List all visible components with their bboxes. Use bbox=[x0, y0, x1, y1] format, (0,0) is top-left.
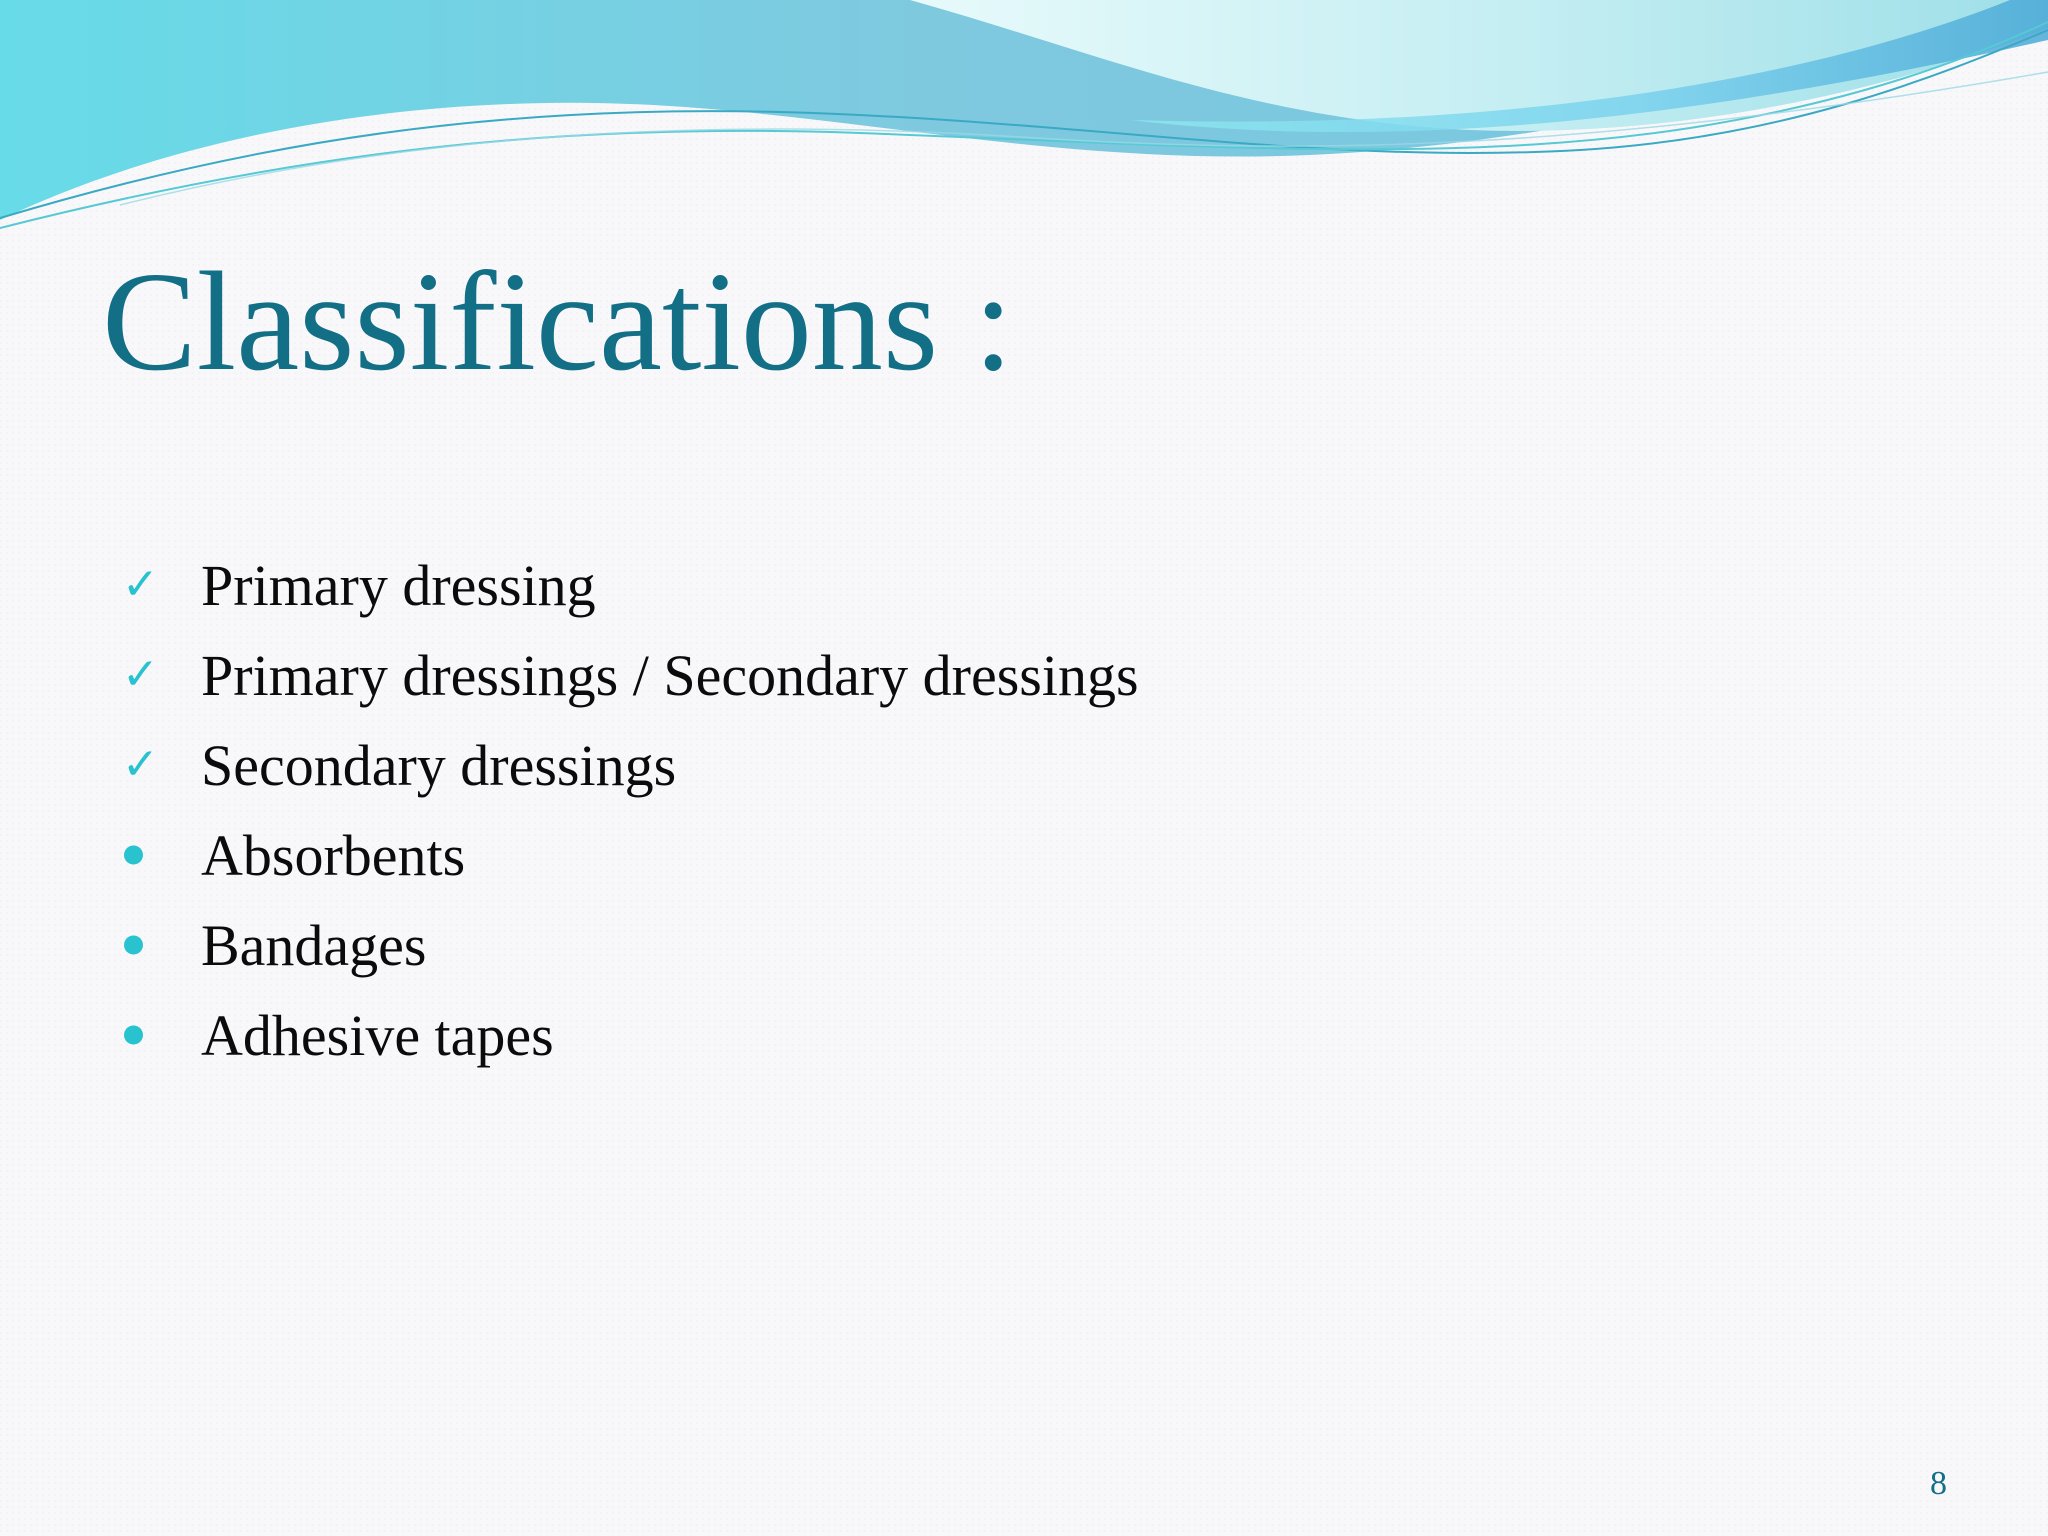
classification-list bbox=[120, 540, 1139, 1080]
list-item bbox=[120, 900, 1139, 990]
list-item-text: Primary dressing bbox=[201, 552, 596, 618]
header-wave-decoration bbox=[0, 0, 2048, 240]
check-icon: ✓ bbox=[122, 559, 159, 610]
list-item-text: Bandages bbox=[201, 912, 427, 978]
list-item-text: Primary dressings / Secondary dressings bbox=[201, 642, 1139, 708]
list-item bbox=[120, 990, 1139, 1080]
list-item-text: Adhesive tapes bbox=[201, 1002, 554, 1068]
check-icon: ✓ bbox=[122, 649, 159, 700]
list-item bbox=[120, 810, 1139, 900]
check-icon: ✓ bbox=[122, 739, 159, 790]
list-item-text: Absorbents bbox=[201, 822, 466, 888]
list-item bbox=[120, 630, 1139, 720]
page-number: 8 bbox=[1930, 1465, 1947, 1502]
list-item bbox=[120, 540, 1139, 630]
list-item bbox=[120, 720, 1139, 810]
dot-icon bbox=[124, 846, 143, 865]
dot-icon bbox=[124, 936, 143, 955]
slide-title: Classifications : bbox=[102, 242, 1014, 400]
dot-icon bbox=[124, 1026, 143, 1045]
list-item-text: Secondary dressings bbox=[201, 732, 677, 798]
